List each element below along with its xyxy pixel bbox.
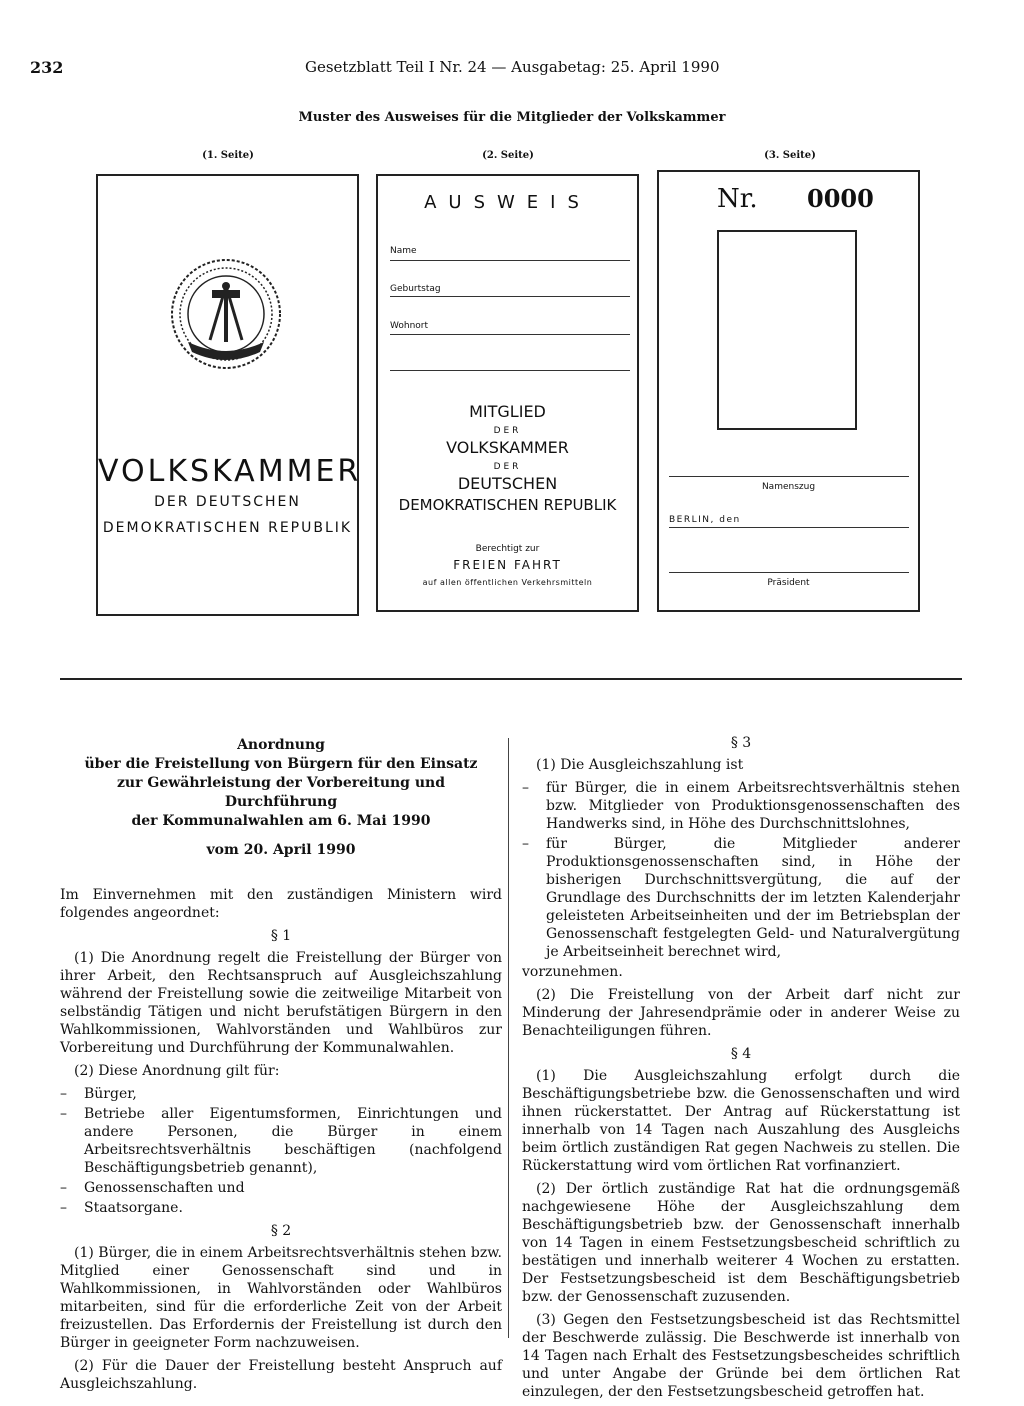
card1-title: VOLKSKAMMER <box>98 454 362 489</box>
section-divider <box>60 678 962 680</box>
field-line-birthday <box>390 296 630 297</box>
section-3-closing: vorzunehmen. <box>522 964 623 980</box>
section-3-paragraph-1: (1) Die Ausgleichszahlung ist <box>536 757 744 773</box>
decree-date: vom 20. April 1990 <box>206 842 356 858</box>
card2-title: AUSWEIS <box>424 192 591 213</box>
list-item: – für Bürger, die in einem Arbeitsrechtsverhältnis stehen bzw. Mitglieder von Produktionsgenossenschaften des Handwerks sind, in Höhe des Durchschnittslohnes, <box>522 779 960 833</box>
section-1-paragraph-1: (1) Die Anordnung regelt die Freistellung der Bürger von ihrer Arbeit, den Rechtsanspruch auf Ausgleichszahlung während der Freistellung sowie die zeitweilige Mitarbeit von selbständig Tätigen und nicht berufstätigen Bürgern in den Wahlkommissionen, Wahlvorständen und Wahlbüros zur Vorbereitung und Durchführung der Kommunalwahlen. <box>60 950 502 1056</box>
left-column <box>60 736 502 1398</box>
figure-title: Muster des Ausweises für die Mitglieder der Volkskammer <box>298 110 726 125</box>
list-item: – Betriebe aller Eigentumsformen, Einrichtungen und andere Personen, die Bürger in einem Arbeitsrechtsverhältnis beschäftigen (nachfolgend Beschäftigungsbetrieb genannt), <box>60 1105 502 1177</box>
card3-nr-label: Nr. <box>717 184 758 214</box>
card2-der-1: DER <box>493 426 522 436</box>
list-item: – Bürger, <box>60 1085 502 1103</box>
side-label-3: (3. Seite) <box>764 150 816 161</box>
card2-berechtigt: Berechtigt zur <box>475 544 540 554</box>
president-line <box>669 572 909 573</box>
card3-namenszug: Namenszug <box>761 482 816 492</box>
card1-line2: DER DEUTSCHEN <box>154 494 301 510</box>
card2-der-2: DER <box>493 462 522 472</box>
list-item: – Staatsorgane. <box>60 1199 502 1217</box>
section-3-paragraph-2: (2) Die Freistellung von der Arbeit darf nicht zur Minderung der Jahresendprämie oder in anderer Weise zu Benachteiligungen führen. <box>522 987 960 1039</box>
card3-nr-value: 0000 <box>807 184 874 213</box>
id-card-page-2 <box>376 174 639 612</box>
section-2-title: § 2 <box>270 1223 292 1239</box>
section-3-title: § 3 <box>730 735 752 751</box>
field-label-birthday: Geburtstag <box>390 284 441 294</box>
id-card-page-1 <box>96 174 362 616</box>
heading-line-1: Anordnung <box>237 737 325 753</box>
column-divider <box>508 738 509 1338</box>
card2-volkskammer: VOLKSKAMMER <box>446 438 569 457</box>
page-number: 232 <box>30 58 64 77</box>
card2-deutschen: DEUTSCHEN <box>457 474 558 493</box>
card2-verkehrsmittel: auf allen öffentlichen Verkehrsmitteln <box>422 578 593 587</box>
state-emblem-icon <box>168 256 284 372</box>
photo-box <box>717 230 857 430</box>
heading-line-4: der Kommunalwahlen am 6. Mai 1990 <box>131 813 431 829</box>
field-line-name <box>390 260 630 261</box>
side-label-2: (2. Seite) <box>482 150 534 161</box>
heading-line-3: zur Gewährleistung der Vorbereitung und Durchführung <box>116 775 445 810</box>
decree-intro: Im Einvernehmen mit den zuständigen Ministern wird folgendes angeordnet: <box>60 887 502 921</box>
decree-heading <box>60 736 502 860</box>
heading-line-2: über die Freistellung von Bürgern für den Einsatz <box>84 756 478 772</box>
card3-praesident: Präsident <box>767 578 810 588</box>
right-column <box>522 734 960 1406</box>
field-label-residence: Wohnort <box>390 321 429 331</box>
section-2-paragraph-2: (2) Für die Dauer der Freistellung besteht Anspruch auf Ausgleichszahlung. <box>60 1358 502 1392</box>
card2-freien-fahrt: FREIEN FAHRT <box>453 558 562 572</box>
id-card-page-3 <box>657 170 920 612</box>
gazette-header: Gesetzblatt Teil I Nr. 24 — Ausgabetag: 25. April 1990 <box>305 58 720 76</box>
section-1-paragraph-2: (2) Diese Anordnung gilt für: <box>74 1063 280 1079</box>
section-4-paragraph-1: (1) Die Ausgleichszahlung erfolgt durch die Beschäftigungsbetriebe bzw. die Genossenschaften und wird ihnen rückerstattet. Der Antrag auf Rückerstattung ist innerhalb von 14 Tagen nach Auszahlung des Ausgleichs beim örtlich zuständigen Rat gegen Nachweis zu stellen. Die Rückerstattung wird vom örtlichen Rat vorfinanziert. <box>522 1068 960 1174</box>
section-4-paragraph-2: (2) Der örtlich zuständige Rat hat die ordnungsgemäß nachgewiesene Höhe der Ausgleichszahlung dem Beschäftigungsbetrieb bzw. der Genossenschaft innerhalb von 14 Tagen in einem Festsetzungsbescheid schriftlich zu bestätigen und innerhalb weiterer 4 Wochen zu erstatten. Der Festsetzungsbescheid ist dem Beschäftigungsbetrieb bzw. der Genossenschaft zuzusenden. <box>522 1181 960 1305</box>
section-2-paragraph-1: (1) Bürger, die in einem Arbeitsrechtsverhältnis stehen bzw. Mitglied einer Genossenschaft sind und in Wahlkommissionen, in Wahlvorständen oder Wahlbüros mitarbeiten, sind für die erforderliche Zeit von der Arbeit freizustellen. Das Erfordernis der Freistellung ist durch den Bürger in geeigneter Form nachzuweisen. <box>60 1245 502 1351</box>
card3-berlin: BERLIN, den <box>669 515 741 525</box>
section-1-title: § 1 <box>270 928 292 944</box>
field-line-extra <box>390 370 630 371</box>
list-item: – für Bürger, die Mitglieder anderer Produktionsgenossenschaften sind, in Höhe der bisherigen Durchschnittsvergütung, die auf der Grundlage des Durchschnitts der im letzten Kalenderjahr geleisteten Arbeitseinheiten und der im Betriebsplan der Genossenschaft festgelegten Geld- und Naturalvergütung je Arbeitseinheit berechnet wird, <box>522 835 960 961</box>
field-label-name: Name <box>390 246 417 256</box>
section-4-title: § 4 <box>730 1046 752 1062</box>
field-line-residence <box>390 334 630 335</box>
side-label-1: (1. Seite) <box>202 150 254 161</box>
card1-line3: DEMOKRATISCHEN REPUBLIK <box>102 520 353 536</box>
section-4-paragraph-3: (3) Gegen den Festsetzungsbescheid ist das Rechtsmittel der Beschwerde zulässig. Die Beschwerde ist innerhalb von 14 Tagen nach Erhalt des Festsetzungsbescheides schriftlich und unter Angabe der Gründe bei dem örtlichen Rat einzulegen, der den Festsetzungsbescheid getroffen hat. <box>522 1312 960 1400</box>
list-item: – Genossenschaften und <box>60 1179 502 1197</box>
card2-mitglied: MITGLIED <box>469 402 546 421</box>
date-line <box>669 527 909 528</box>
signature-line <box>669 476 909 477</box>
card2-republik: DEMOKRATISCHEN REPUBLIK <box>398 496 617 514</box>
